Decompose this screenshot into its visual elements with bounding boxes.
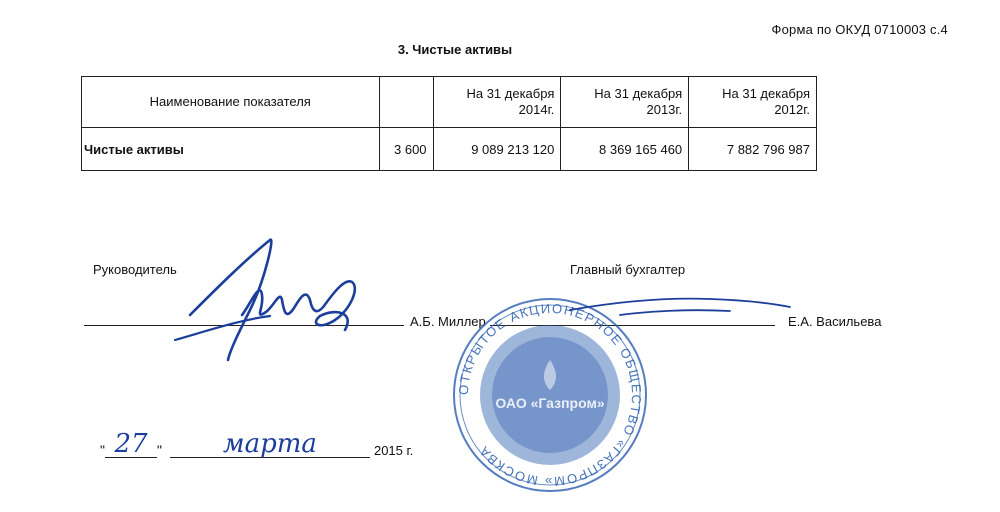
date-month: марта <box>170 431 370 458</box>
head-signature-line <box>84 325 404 326</box>
date-close-quote: " <box>156 442 162 458</box>
net-assets-table <box>81 76 817 171</box>
column-header-2013-line2: 2013г. <box>646 102 683 117</box>
column-header-2014-line2: 2014г. <box>518 102 555 117</box>
column-header-name: Наименование показателя <box>82 77 380 128</box>
section-title <box>0 42 1000 57</box>
accountant-label: Главный бухгалтер <box>570 262 686 277</box>
table-row <box>82 128 817 171</box>
row-code-cell: 3 600 <box>379 128 433 171</box>
head-label: Руководитель <box>93 262 177 277</box>
stamp-center-text: ОАО «Газпром» <box>495 395 605 411</box>
accountant-signature <box>560 285 800 335</box>
accountant-signature-line <box>490 325 775 326</box>
row-value-2012: 7 882 796 987 <box>689 128 817 171</box>
stamp-ring-text: ОТКРЫТОЕ АКЦИОНЕРНОЕ ОБЩЕСТВО «ГАЗПРОМ» МОСКВА <box>455 300 645 490</box>
column-header-2013 <box>561 77 689 128</box>
column-header-2014-line1: На 31 декабря <box>466 86 555 101</box>
date-open-quote: " <box>100 442 105 458</box>
column-header-2012-line1: На 31 декабря <box>722 86 810 101</box>
column-header-2013-line1: На 31 декабря <box>594 86 683 101</box>
head-signature <box>170 220 400 370</box>
section-title-text: 3. Чистые активы <box>397 42 513 57</box>
column-header-2012-line2: 2012г. <box>774 102 810 117</box>
column-header-2012 <box>689 77 817 128</box>
head-name: А.Б. Миллер <box>410 314 486 329</box>
table-header-row <box>82 77 817 128</box>
column-header-2014 <box>433 77 561 128</box>
date-line <box>100 431 413 458</box>
column-header-code <box>379 77 433 128</box>
accountant-name: Е.А. Васильева <box>788 314 882 329</box>
row-value-2013: 8 369 165 460 <box>561 128 689 171</box>
flame-icon <box>544 360 556 390</box>
form-code: Форма по ОКУД 0710003 с.4 <box>771 22 948 37</box>
row-name-cell: Чистые активы <box>82 128 380 171</box>
row-value-2014: 9 089 213 120 <box>433 128 561 171</box>
date-day: 27 <box>105 431 157 458</box>
date-year: 2015 г. <box>373 443 414 458</box>
